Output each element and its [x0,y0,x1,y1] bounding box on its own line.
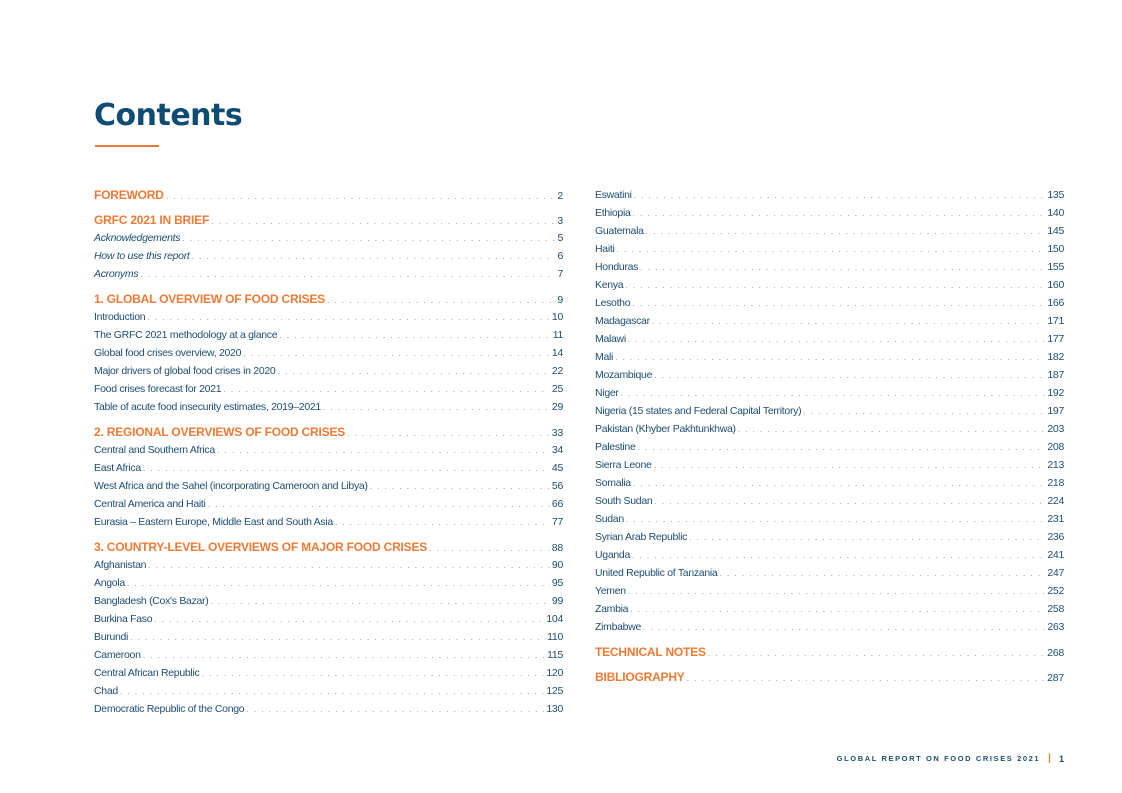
toc-entry[interactable] [595,222,1064,240]
toc-entry-label: Niger [595,387,619,399]
toc-leader-dots [143,459,550,477]
toc-entry-label: Burundi [94,631,129,643]
toc-entry[interactable] [94,308,563,326]
toc-entry[interactable] [595,294,1064,312]
toc-section-entry[interactable] [94,290,563,308]
toc-entry[interactable] [94,592,563,610]
toc-leader-dots [223,380,550,398]
toc-entry-label: Burkina Faso [94,613,153,625]
toc-entry-label: Ethiopia [595,207,631,219]
toc-leader-dots [638,438,1046,456]
toc-entry-label: Central and Southern Africa [94,444,215,456]
toc-entry-page: 171 [1047,315,1064,327]
toc-leader-dots [628,330,1046,348]
toc-leader-dots [654,366,1045,384]
toc-entry[interactable] [595,510,1064,528]
toc-entry-page: 66 [551,498,563,510]
toc-leader-dots [210,592,549,610]
toc-entry-page: 268 [1047,647,1064,659]
toc-entry-label: Chad [94,685,118,697]
toc-leader-dots [632,546,1045,564]
toc-leader-dots [634,186,1046,204]
toc-entry[interactable] [94,610,563,628]
toc-entry-label: Malawi [595,333,626,345]
toc-entry-label: Haiti [595,243,615,255]
toc-leader-dots [192,247,556,265]
toc-leader-dots [130,628,545,646]
toc-leader-dots [217,441,550,459]
toc-entry-page: 247 [1047,567,1064,579]
toc-leader-dots [689,528,1045,546]
toc-entry-label: Major drivers of global food crises in 2020 [94,365,276,377]
toc-leader-dots [687,669,1045,687]
toc-entry-page: 160 [1047,279,1064,291]
toc-entry-label: East Africa [94,462,141,474]
toc-entry[interactable] [94,700,563,718]
toc-entry-label: Angola [94,577,125,589]
toc-entry-label: GRFC 2021 IN BRIEF [94,213,210,227]
toc-entry-label: Sierra Leone [595,459,652,471]
toc-entry[interactable] [595,186,1064,204]
toc-entry-page: 22 [551,365,563,377]
toc-entry-page: 135 [1047,189,1064,201]
toc-entry-label: Uganda [595,549,630,561]
toc-entry-page: 33 [551,427,563,439]
toc-entry[interactable] [94,398,563,416]
toc-entry[interactable] [595,276,1064,294]
toc-entry-page: 11 [552,329,563,341]
toc-entry-page: 150 [1047,243,1064,255]
toc-entry-label: Sudan [595,513,624,525]
toc-leader-dots [429,539,550,557]
toc-entry-page: 155 [1047,261,1064,273]
toc-entry-page: 236 [1047,531,1064,543]
toc-entry-label: Introduction [94,311,146,323]
toc-entry-page: 258 [1047,603,1064,615]
toc-leader-dots [120,682,544,700]
toc-entry-page: 115 [547,649,563,661]
toc-entry[interactable] [595,618,1064,636]
toc-entry-label: Guatemala [595,225,644,237]
toc-entry[interactable] [94,441,563,459]
toc-entry[interactable] [94,229,563,247]
toc-entry-page: 9 [557,294,563,306]
toc-entry-page: 208 [1047,441,1064,453]
toc-leader-dots [633,474,1046,492]
toc-column-right [595,186,1064,686]
toc-entry-label: Nigeria (15 states and Federal Capital Territory) [595,405,802,417]
toc-entry-page: 25 [551,383,563,395]
toc-leader-dots [279,326,550,344]
toc-entry-page: 224 [1047,495,1064,507]
page-title: Contents [94,98,243,133]
toc-entry-page: 263 [1047,621,1064,633]
toc-leader-dots [140,265,555,283]
toc-leader-dots [708,644,1045,662]
toc-section-entry[interactable] [94,423,563,441]
toc-leader-dots [615,348,1045,366]
toc-leader-dots [652,312,1046,330]
toc-entry-page: 45 [551,462,563,474]
toc-entry-page: 130 [546,703,563,715]
toc-entry-label: BIBLIOGRAPHY [595,670,685,684]
toc-leader-dots [626,510,1046,528]
toc-leader-dots [625,276,1045,294]
toc-leader-dots [617,240,1046,258]
toc-entry-page: 104 [546,613,563,625]
toc-entry[interactable] [94,513,563,531]
toc-entry-page: 14 [551,347,563,359]
toc-entry-page: 29 [551,401,563,413]
toc-leader-dots [643,618,1045,636]
toc-entry[interactable] [94,646,563,664]
toc-entry-page: 182 [1047,351,1064,363]
toc-entry-label: Syrian Arab Republic [595,531,688,543]
toc-entry[interactable] [94,574,563,592]
toc-entry[interactable] [94,682,563,700]
toc-leader-dots [211,212,555,230]
toc-leader-dots [633,204,1046,222]
page-footer [837,753,1064,764]
toc-entry-label: 3. COUNTRY-LEVEL OVERVIEWS OF MAJOR FOOD CRISES [94,540,428,554]
toc-entry-page: 6 [557,250,563,262]
toc-leader-dots [335,513,550,531]
toc-entry-label: Table of acute food insecurity estimates, 2019–2021 [94,401,321,413]
toc-entry[interactable] [595,384,1064,402]
toc-leader-dots [347,424,550,442]
toc-entry[interactable] [595,492,1064,510]
toc-entry-label: 1. GLOBAL OVERVIEW OF FOOD CRISES [94,292,325,306]
toc-entry[interactable] [595,204,1064,222]
toc-entry[interactable] [595,546,1064,564]
toc-entry[interactable] [94,247,563,265]
toc-entry-label: TECHNICAL NOTES [595,645,706,659]
toc-entry[interactable] [94,628,563,646]
toc-entry-label: Central America and Haiti [94,498,206,510]
toc-leader-dots [147,308,550,326]
toc-entry[interactable] [94,380,563,398]
toc-leader-dots [630,600,1045,618]
toc-leader-dots [208,495,550,513]
toc-entry[interactable] [595,528,1064,546]
toc-entry-label: Democratic Republic of the Congo [94,703,245,715]
toc-entry-page: 5 [557,232,563,244]
toc-leader-dots [277,362,549,380]
toc-entry-label: Somalia [595,477,631,489]
toc-entry-label: South Sudan [595,495,653,507]
toc-entry-label: Zimbabwe [595,621,642,633]
toc-entry[interactable] [94,459,563,477]
toc-entry-page: 10 [551,311,563,323]
footer-separator: | [1048,753,1051,764]
toc-entry-page: 192 [1047,387,1064,399]
toc-entry-label: Kenya [595,279,624,291]
toc-entry-label: Acknowledgements [94,232,181,244]
toc-entry-page: 7 [557,268,563,280]
toc-entry-page: 241 [1047,549,1064,561]
toc-leader-dots [646,222,1046,240]
toc-entry[interactable] [595,402,1064,420]
toc-entry[interactable] [94,344,563,362]
toc-entry[interactable] [94,326,563,344]
toc-entry-label: Lesotho [595,297,631,309]
toc-entry-page: 140 [1047,207,1064,219]
toc-entry-label: Afghanistan [94,559,147,571]
toc-entry[interactable] [595,420,1064,438]
toc-entry-page: 120 [546,667,563,679]
toc-entry-page: 56 [551,480,563,492]
toc-entry-label: Palestine [595,441,636,453]
toc-leader-dots [143,646,546,664]
toc-entry[interactable] [595,330,1064,348]
toc-entry-label: Eswatini [595,189,632,201]
toc-entry-page: 187 [1047,369,1064,381]
toc-entry[interactable] [595,366,1064,384]
toc-entry-label: Global food crises overview, 2020 [94,347,242,359]
toc-entry[interactable] [94,664,563,682]
toc-entry-page: 77 [551,516,563,528]
toc-entry-page: 177 [1047,333,1064,345]
toc-leader-dots [628,582,1046,600]
toc-entry[interactable] [595,474,1064,492]
toc-leader-dots [154,610,544,628]
footer-report-title: GLOBAL REPORT ON FOOD CRISES 2021 [836,754,1041,763]
toc-entry[interactable] [595,582,1064,600]
toc-entry-label: Zambia [595,603,629,615]
toc-entry[interactable] [595,600,1064,618]
toc-entry-label: Bangladesh (Cox's Bazar) [94,595,209,607]
toc-entry-label: Eurasia – Eastern Europe, Middle East and South Asia [94,516,333,528]
toc-leader-dots [370,477,550,495]
toc-entry-page: 287 [1047,672,1064,684]
toc-entry-label: Pakistan (Khyber Pakhtunkhwa) [595,423,736,435]
toc-entry[interactable] [595,240,1064,258]
toc-leader-dots [243,344,550,362]
toc-leader-dots [654,492,1045,510]
toc-entry[interactable] [595,348,1064,366]
toc-entry-label: Yemen [595,585,626,597]
toc-entry[interactable] [595,258,1064,276]
toc-entry-page: 110 [547,631,563,643]
toc-entry-label: Cameroon [94,649,141,661]
toc-entry-page: 213 [1047,459,1064,471]
toc-entry-page: 197 [1047,405,1064,417]
toc-leader-dots [201,664,544,682]
toc-leader-dots [148,556,550,574]
toc-entry-page: 125 [546,685,563,697]
toc-leader-dots [327,291,555,309]
toc-entry[interactable] [595,438,1064,456]
toc-leader-dots [323,398,550,416]
toc-leader-dots [654,456,1046,474]
toc-leader-dots [127,574,550,592]
toc-entry[interactable] [94,495,563,513]
toc-leader-dots [182,229,555,247]
toc-entry-page: 252 [1047,585,1064,597]
toc-section-entry[interactable] [94,538,563,556]
toc-entry[interactable] [94,477,563,495]
toc-entry[interactable] [595,312,1064,330]
toc-entry-page: 2 [557,190,563,202]
toc-entry-label: Mozambique [595,369,653,381]
toc-entry-page: 218 [1047,477,1064,489]
toc-leader-dots [719,564,1045,582]
toc-entry-label: West Africa and the Sahel (incorporating Cameroon and Libya) [94,480,368,492]
toc-entry[interactable] [595,456,1064,474]
toc-entry-label: Food crises forecast for 2021 [94,383,222,395]
toc-entry-page: 166 [1047,297,1064,309]
toc-entry-label: Acronyms [94,268,139,280]
toc-entry-page: 145 [1047,225,1064,237]
toc-entry-page: 88 [551,542,563,554]
toc-entry-page: 231 [1047,513,1064,525]
title-underline [95,145,159,147]
toc-entry[interactable] [595,564,1064,582]
toc-entry-label: FOREWORD [94,188,164,202]
toc-entry-page: 203 [1047,423,1064,435]
toc-entry-label: 2. REGIONAL OVERVIEWS OF FOOD CRISES [94,425,346,439]
toc-leader-dots [621,384,1046,402]
toc-entry-page: 99 [551,595,563,607]
toc-entry-label: How to use this report [94,250,190,262]
toc-section-entry[interactable] [595,643,1064,661]
toc-section-entry[interactable] [94,186,563,204]
toc-entry-label: The GRFC 2021 methodology at a glance [94,329,278,341]
toc-leader-dots [738,420,1046,438]
toc-leader-dots [803,402,1045,420]
toc-section-entry[interactable] [595,668,1064,686]
toc-entry[interactable] [94,556,563,574]
toc-entry-label: United Republic of Tanzania [595,567,718,579]
toc-leader-dots [166,187,556,205]
toc-leader-dots [640,258,1045,276]
toc-entry-page: 3 [557,215,563,227]
toc-entry-label: Central African Republic [94,667,200,679]
toc-entry[interactable] [94,265,563,283]
toc-section-entry[interactable] [94,211,563,229]
toc-entry[interactable] [94,362,563,380]
toc-entry-page: 90 [551,559,563,571]
toc-column-left [94,186,563,718]
footer-page-number: 1 [1058,753,1064,764]
toc-leader-dots [246,700,544,718]
toc-entry-label: Mali [595,351,614,363]
toc-entry-page: 34 [551,444,563,456]
toc-entry-label: Madagascar [595,315,650,327]
toc-entry-label: Honduras [595,261,639,273]
toc-entry-page: 95 [551,577,563,589]
toc-leader-dots [632,294,1045,312]
